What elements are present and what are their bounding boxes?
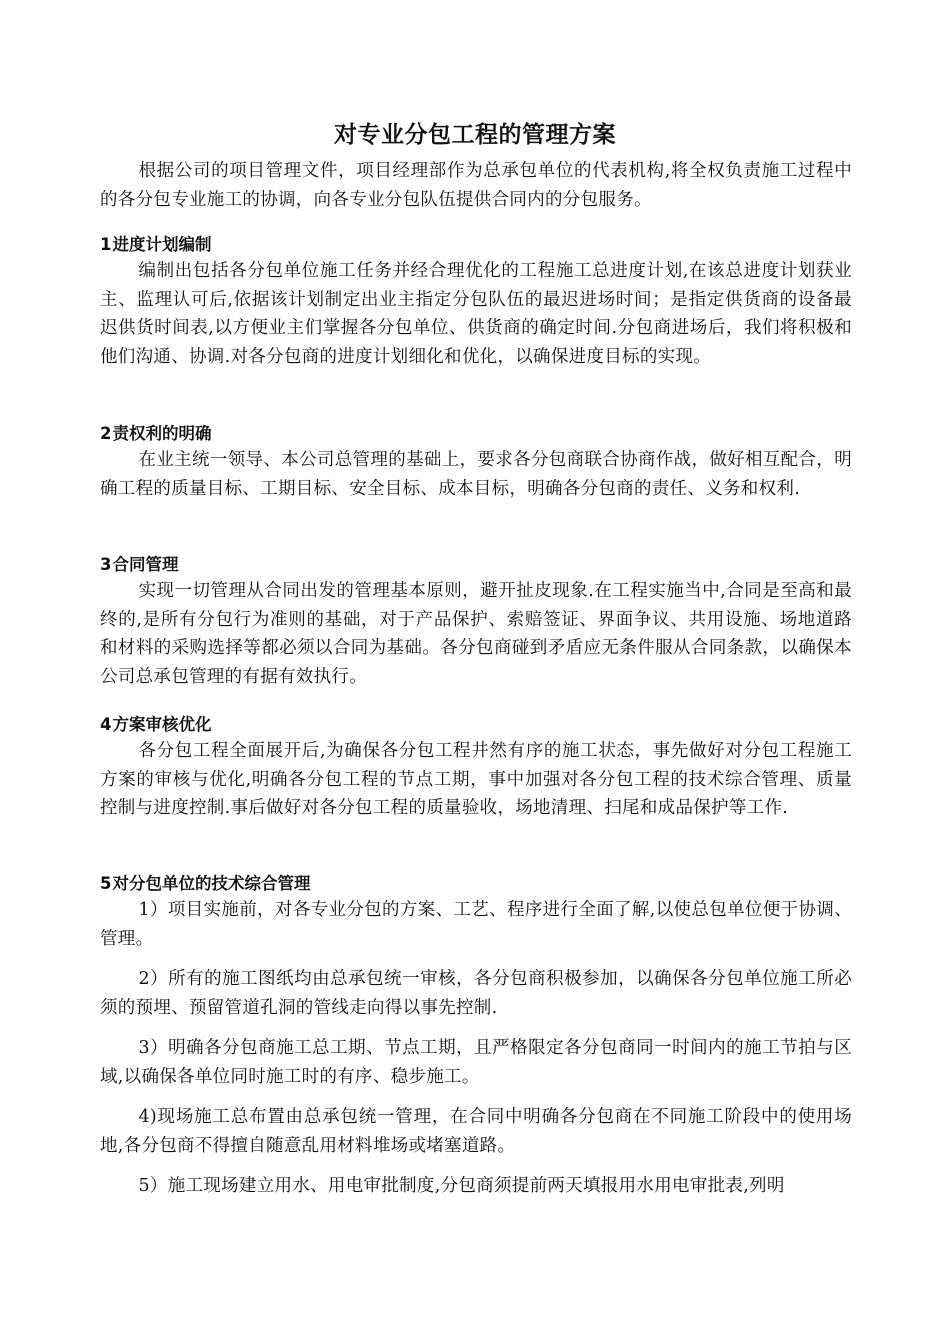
section-heading (100, 872, 852, 896)
section-paragraph: 3）明确各分包商施工总工期、节点工期，且严格限定各分包商同一时间内的施工节拍与区域,以确保各单位同时施工时的有序、稳步施工。 (100, 1038, 852, 1087)
section-4 (100, 713, 852, 823)
section-number: 4 (100, 715, 112, 734)
section-heading-text: 对分包单位的技术综合管理 (112, 874, 311, 893)
section-paragraph: 4)现场施工总布置由总承包统一管理，在合同中明确各分包商在不同施工阶段中的使用场地,各分包商不得擅自随意乱用材料堆场或堵塞道路。 (100, 1107, 852, 1156)
section-paragraph: 编制出包括各分包单位施工任务并经合理优化的工程施工总进度计划,在该总进度计划获业主、监理认可后,依据该计划制定出业主指定分包队伍的最迟进场时间；是指定供货商的设备最迟供货时间表,以方便业主们掌握各分包单位、供货商的确定时间.分包商进场后，我们将积极和他们沟通、协调.对各分包商的进度计划细化和优化，以确保进度目标的实现。 (100, 261, 852, 367)
section-heading (100, 233, 852, 257)
section-number: 2 (100, 424, 112, 443)
section-2 (100, 422, 852, 503)
section-paragraph: 实现一切管理从合同出发的管理基本原则，避开扯皮现象.在工程实施当中,合同是至高和最终的,是所有分包行为准则的基础，对于产品保护、索赔签证、界面争议、共用设施、场地道路和材料的采购选择等都必须以合同为基础。各分包商碰到矛盾应无条件服从合同条款，以确保本公司总承包管理的有据有效执行。 (100, 581, 852, 687)
intro-paragraph: 根据公司的项目管理文件，项目经理部作为总承包单位的代表机构,将全权负责施工过程中的各分包专业施工的协调，向各专业分包队伍提供合同内的分包服务。 (100, 161, 852, 210)
section-heading-text: 进度计划编制 (112, 235, 212, 254)
section-paragraph: 1）项目实施前，对各专业分包的方案、工艺、程序进行全面了解,以使总包单位便于协调、管理。 (100, 900, 852, 949)
section-heading (100, 713, 852, 737)
section-heading-text: 责权利的明确 (112, 424, 212, 443)
section-heading (100, 422, 852, 446)
section-1 (100, 233, 852, 371)
section-heading-text: 合同管理 (112, 555, 179, 574)
document-title: 对专业分包工程的管理方案 (334, 122, 616, 148)
section-paragraph: 在业主统一领导、本公司总管理的基础上，要求各分包商联合协商作战，做好相互配合，明确工程的质量目标、工期目标、安全目标、成本目标，明确各分包商的责任、义务和权利. (100, 450, 852, 499)
intro-block (100, 157, 852, 214)
section-number: 3 (100, 555, 112, 574)
section-5 (100, 872, 852, 1201)
section-paragraph: 各分包工程全面展开后,为确保各分包工程井然有序的施工状态，事先做好对分包工程施工方案的审核与优化,明确各分包工程的节点工期，事中加强对各分包工程的技术综合管理、质量控制与进度控制.事后做好对各分包工程的质量验收，场地清理、扫尾和成品保护等工作. (100, 741, 852, 818)
section-paragraph: 5）施工现场建立用水、用电审批制度,分包商须提前两天填报用水用电审批表,列明 (138, 1176, 785, 1196)
section-number: 5 (100, 874, 112, 893)
section-heading (100, 553, 852, 577)
section-number: 1 (100, 235, 112, 254)
section-heading-text: 方案审核优化 (112, 715, 212, 734)
section-3 (100, 553, 852, 691)
section-paragraph: 2）所有的施工图纸均由总承包统一审核，各分包商积极参加，以确保各分包单位施工所必须的预埋、预留管道孔洞的管线走向得以事先控制. (100, 969, 852, 1018)
